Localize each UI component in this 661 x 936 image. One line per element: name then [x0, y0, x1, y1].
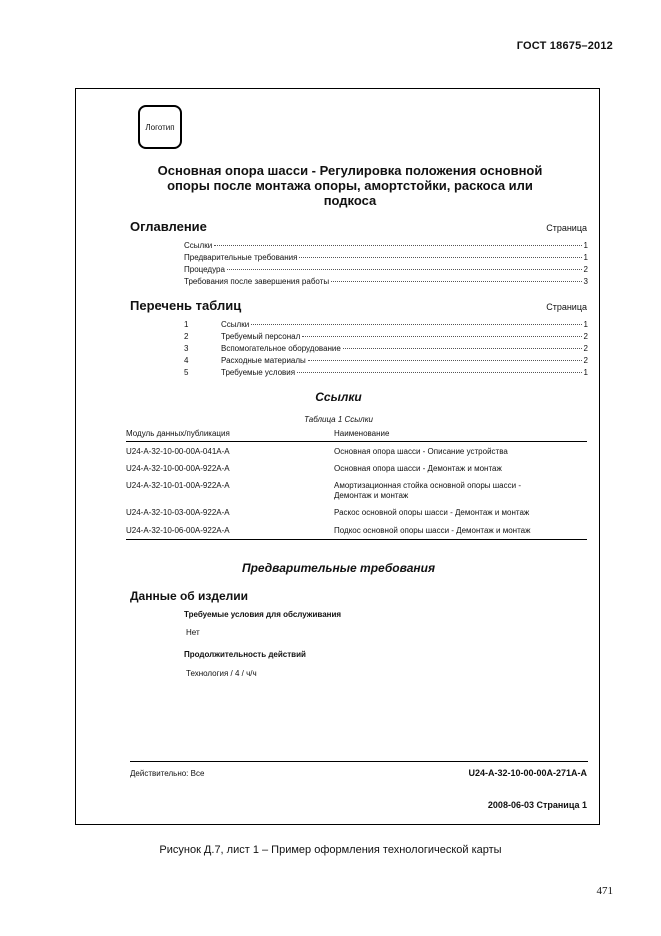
lot-heading: Перечень таблиц — [130, 298, 242, 313]
lot-item-number: 1 — [184, 320, 189, 329]
leader-dots — [299, 257, 581, 258]
lot-item-label: Вспомогательное оборудование — [221, 344, 341, 353]
ref-code[interactable]: U24-A-32-10-06-00A-922A-A — [126, 526, 230, 535]
logo-placeholder — [138, 105, 182, 149]
lot-item-label: Требуемый персонал — [221, 332, 301, 341]
toc-item-label: Процедура — [184, 265, 225, 274]
refs-table-caption: Таблица 1 Ссылки — [304, 415, 373, 424]
validity-text: Действительно: Все — [130, 769, 205, 778]
lot-item-number: 3 — [184, 344, 189, 353]
table-bottom-rule — [126, 539, 587, 540]
data-module-code: U24-A-32-10-00-00A-271A-A — [468, 768, 587, 778]
lot-item[interactable] — [184, 343, 588, 354]
page-number: 471 — [596, 885, 613, 897]
ref-name: Амортизационная стойка основной опоры шасси - — [334, 481, 521, 490]
lot-item-number: 5 — [184, 368, 189, 377]
title-line-2: опоры после монтажа опоры, амортстойки, раскоса или — [167, 178, 533, 193]
lot-item[interactable] — [184, 319, 588, 330]
standard-header: ГОСТ 18675–2012 — [516, 40, 613, 52]
lot-item-page: 2 — [583, 332, 588, 341]
refs-col-module: Модуль данных/публикация — [126, 429, 230, 438]
leader-dots — [331, 281, 581, 282]
toc-item-label: Ссылки — [184, 241, 213, 250]
title-line-1: Основная опора шасси - Регулировка положения основной — [157, 163, 543, 178]
product-data-heading: Данные об изделии — [130, 589, 249, 603]
lot-item-page: 2 — [583, 356, 588, 365]
lot-item-page: 2 — [583, 344, 588, 353]
toc-item[interactable] — [184, 276, 588, 287]
lot-item-number: 2 — [184, 332, 189, 341]
table-header-rule — [126, 441, 587, 442]
toc-item[interactable] — [184, 240, 588, 251]
leader-dots — [297, 372, 581, 373]
prereq-heading: Предварительные требования — [241, 561, 436, 575]
ref-code[interactable]: U24-A-32-10-00-00A-041A-A — [126, 447, 230, 456]
toc-item[interactable] — [184, 252, 588, 263]
figure-caption: Рисунок Д.7, лист 1 – Пример оформления технологической карты — [159, 844, 502, 856]
toc-item-label: Требования после завершения работы — [184, 277, 330, 286]
lot-item[interactable] — [184, 355, 588, 366]
lot-item-label: Ссылки — [221, 320, 250, 329]
toc-heading: Оглавление — [130, 219, 207, 234]
toc-item-label: Предварительные требования — [184, 253, 298, 262]
duration-value: Технология / 4 / ч/ч — [186, 669, 257, 678]
ref-name: Основная опора шасси - Описание устройства — [334, 447, 508, 456]
document-frame — [75, 88, 600, 825]
lot-item[interactable] — [184, 367, 588, 378]
footer-rule — [130, 761, 588, 762]
lot-page-label: Страница — [546, 302, 587, 312]
lot-item-label: Расходные материалы — [221, 356, 306, 365]
title-line-3: подкоса — [323, 193, 377, 208]
ref-name: Подкос основной опоры шасси - Демонтаж и монтаж — [334, 526, 531, 535]
lot-item-page: 1 — [583, 320, 588, 329]
toc-item[interactable] — [184, 264, 588, 275]
leader-dots — [343, 348, 582, 349]
ref-code[interactable]: U24-A-32-10-00-00A-922A-A — [126, 464, 230, 473]
lot-item-number: 4 — [184, 356, 189, 365]
date-page: 2008-06-03 Страница 1 — [487, 800, 587, 810]
duration-label: Продолжительность действий — [184, 650, 306, 659]
refs-heading: Ссылки — [315, 390, 362, 404]
refs-col-name: Наименование — [334, 429, 390, 438]
leader-dots — [251, 324, 581, 325]
document-title — [116, 163, 584, 208]
leader-dots — [227, 269, 582, 270]
leader-dots — [308, 360, 582, 361]
toc-item-page: 1 — [583, 253, 588, 262]
toc-item-page: 3 — [583, 277, 588, 286]
lot-item[interactable] — [184, 331, 588, 342]
ref-name-continued: Демонтаж и монтаж — [334, 491, 409, 500]
leader-dots — [214, 245, 581, 246]
logo-label: Логотип — [145, 122, 175, 132]
toc-item-page: 2 — [583, 265, 588, 274]
required-conditions-label: Требуемые условия для обслуживания — [184, 610, 342, 619]
ref-code[interactable]: U24-A-32-10-03-00A-922A-A — [126, 508, 230, 517]
leader-dots — [302, 336, 581, 337]
toc-item-page: 1 — [583, 241, 588, 250]
ref-code[interactable]: U24-A-32-10-01-00A-922A-A — [126, 481, 230, 490]
toc-page-label: Страница — [546, 223, 587, 233]
lot-item-label: Требуемые условия — [221, 368, 296, 377]
required-conditions-value: Нет — [186, 628, 200, 637]
ref-name: Основная опора шасси - Демонтаж и монтаж — [334, 464, 502, 473]
lot-item-page: 1 — [583, 368, 588, 377]
ref-name: Раскос основной опоры шасси - Демонтаж и монтаж — [334, 508, 530, 517]
